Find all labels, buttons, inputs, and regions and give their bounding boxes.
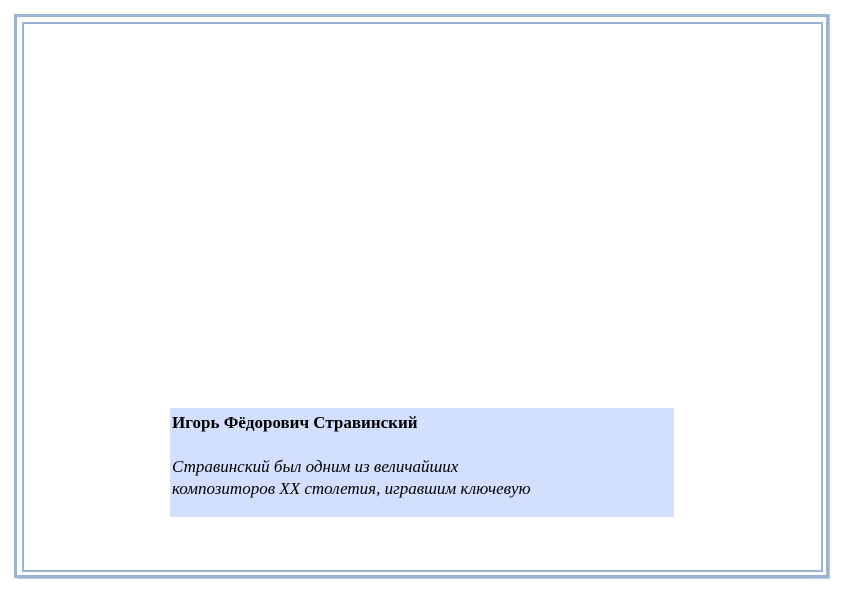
paragraph-spacer (172, 434, 672, 456)
caption-text-box[interactable] (170, 408, 674, 517)
body-line-2: композиторов XX столетия, игравшим ключевую (172, 479, 531, 498)
body-line-1: Стравинский был одним из величайших (172, 457, 459, 476)
document-title: Игорь Фёдорович Стравинский (172, 413, 418, 432)
